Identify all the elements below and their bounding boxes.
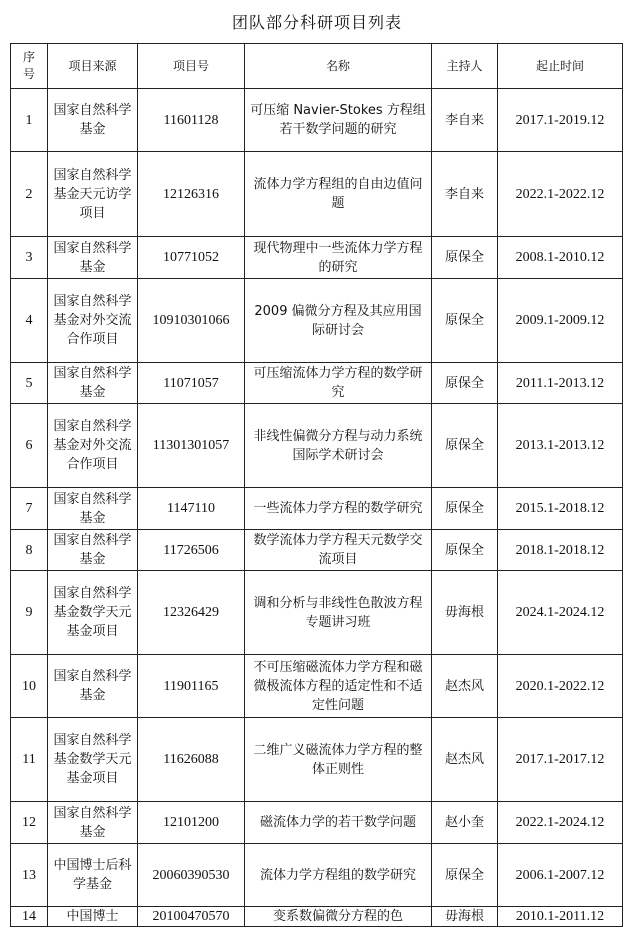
cell-name: 现代物理中一些流体力学方程的研究 [245, 237, 432, 279]
cell-seq: 6 [11, 404, 48, 488]
cell-name: 调和分析与非线性色散波方程专题讲习班 [245, 571, 432, 655]
cell-code: 12126316 [138, 152, 245, 237]
cell-name: 数学流体力学方程天元数学交流项目 [245, 530, 432, 571]
table-row [11, 802, 623, 844]
cell-period: 2011.1-2013.12 [498, 363, 623, 404]
table-row [11, 363, 623, 404]
cell-host: 原保全 [432, 363, 498, 404]
cell-host: 毋海根 [432, 571, 498, 655]
cell-period: 2024.1-2024.12 [498, 571, 623, 655]
cell-code: 11726506 [138, 530, 245, 571]
cell-code: 20100470570 [138, 907, 245, 927]
cell-seq: 1 [11, 89, 48, 152]
cell-host: 原保全 [432, 237, 498, 279]
project-table [10, 43, 623, 927]
cell-source: 国家自然科学基金 [48, 363, 138, 404]
cell-code: 12101200 [138, 802, 245, 844]
header-name: 名称 [245, 44, 432, 89]
table-row [11, 152, 623, 237]
cell-host: 毋海根 [432, 907, 498, 927]
cell-name: 非线性偏微分方程与动力系统国际学术研讨会 [245, 404, 432, 488]
cell-code: 11626088 [138, 718, 245, 802]
cell-seq: 2 [11, 152, 48, 237]
cell-source: 国家自然科学基金 [48, 89, 138, 152]
cell-name: 2009 偏微分方程及其应用国际研讨会 [245, 279, 432, 363]
cell-name: 可压缩流体力学方程的数学研究 [245, 363, 432, 404]
cell-seq: 13 [11, 844, 48, 907]
table-row [11, 718, 623, 802]
cell-name: 可压缩 Navier-Stokes 方程组若干数学问题的研究 [245, 89, 432, 152]
table-row [11, 844, 623, 907]
cell-name: 不可压缩磁流体力学方程和磁微极流体方程的适定性和不适定性问题 [245, 655, 432, 718]
cell-host: 赵杰风 [432, 655, 498, 718]
table-row [11, 907, 623, 927]
header-seq: 序号 [11, 44, 48, 89]
cell-code: 10910301066 [138, 279, 245, 363]
cell-code: 11301301057 [138, 404, 245, 488]
header-row [11, 44, 623, 89]
cell-name: 二维广义磁流体力学方程的整体正则性 [245, 718, 432, 802]
header-source: 项目来源 [48, 44, 138, 89]
cell-source: 国家自然科学基金对外交流合作项目 [48, 404, 138, 488]
cell-seq: 4 [11, 279, 48, 363]
table-row [11, 237, 623, 279]
cell-seq: 14 [11, 907, 48, 927]
cell-period: 2009.1-2009.12 [498, 279, 623, 363]
cell-source: 国家自然科学基金 [48, 237, 138, 279]
cell-source: 中国博士 [48, 907, 138, 927]
cell-code: 11601128 [138, 89, 245, 152]
cell-period: 2022.1-2022.12 [498, 152, 623, 237]
cell-host: 原保全 [432, 279, 498, 363]
table-row [11, 404, 623, 488]
table-row [11, 89, 623, 152]
cell-period: 2008.1-2010.12 [498, 237, 623, 279]
cell-code: 1147110 [138, 488, 245, 530]
cell-period: 2017.1-2019.12 [498, 89, 623, 152]
cell-code: 12326429 [138, 571, 245, 655]
cell-source: 国家自然科学基金天元访学项目 [48, 152, 138, 237]
cell-name: 磁流体力学的若干数学问题 [245, 802, 432, 844]
table-row [11, 279, 623, 363]
cell-code: 11071057 [138, 363, 245, 404]
cell-host: 赵小奎 [432, 802, 498, 844]
cell-seq: 11 [11, 718, 48, 802]
cell-period: 2020.1-2022.12 [498, 655, 623, 718]
header-host: 主持人 [432, 44, 498, 89]
cell-host: 李自来 [432, 89, 498, 152]
page-title: 团队部分科研项目列表 [231, 13, 402, 32]
cell-seq: 8 [11, 530, 48, 571]
cell-code: 10771052 [138, 237, 245, 279]
table-row [11, 571, 623, 655]
cell-name: 变系数偏微分方程的色 [245, 907, 432, 927]
cell-period: 2010.1-2011.12 [498, 907, 623, 927]
cell-seq: 9 [11, 571, 48, 655]
header-code: 项目号 [138, 44, 245, 89]
cell-name: 流体力学方程组的自由边值问题 [245, 152, 432, 237]
table-row [11, 488, 623, 530]
cell-source: 国家自然科学基金数学天元基金项目 [48, 571, 138, 655]
cell-period: 2013.1-2013.12 [498, 404, 623, 488]
cell-period: 2015.1-2018.12 [498, 488, 623, 530]
cell-seq: 10 [11, 655, 48, 718]
cell-period: 2018.1-2018.12 [498, 530, 623, 571]
cell-name: 一些流体力学方程的数学研究 [245, 488, 432, 530]
cell-host: 原保全 [432, 488, 498, 530]
table-row [11, 655, 623, 718]
cell-name: 流体力学方程组的数学研究 [245, 844, 432, 907]
cell-source: 国家自然科学基金 [48, 488, 138, 530]
cell-host: 赵杰风 [432, 718, 498, 802]
cell-period: 2006.1-2007.12 [498, 844, 623, 907]
cell-period: 2022.1-2024.12 [498, 802, 623, 844]
cell-source: 国家自然科学基金数学天元基金项目 [48, 718, 138, 802]
cell-seq: 7 [11, 488, 48, 530]
cell-source: 中国博士后科学基金 [48, 844, 138, 907]
cell-code: 20060390530 [138, 844, 245, 907]
cell-seq: 3 [11, 237, 48, 279]
cell-code: 11901165 [138, 655, 245, 718]
cell-source: 国家自然科学基金 [48, 802, 138, 844]
header-period: 起止时间 [498, 44, 623, 89]
table-row [11, 530, 623, 571]
cell-host: 原保全 [432, 404, 498, 488]
cell-source: 国家自然科学基金 [48, 655, 138, 718]
cell-host: 原保全 [432, 844, 498, 907]
cell-seq: 5 [11, 363, 48, 404]
cell-period: 2017.1-2017.12 [498, 718, 623, 802]
cell-host: 原保全 [432, 530, 498, 571]
cell-seq: 12 [11, 802, 48, 844]
cell-source: 国家自然科学基金 [48, 530, 138, 571]
cell-host: 李自来 [432, 152, 498, 237]
cell-source: 国家自然科学基金对外交流合作项目 [48, 279, 138, 363]
